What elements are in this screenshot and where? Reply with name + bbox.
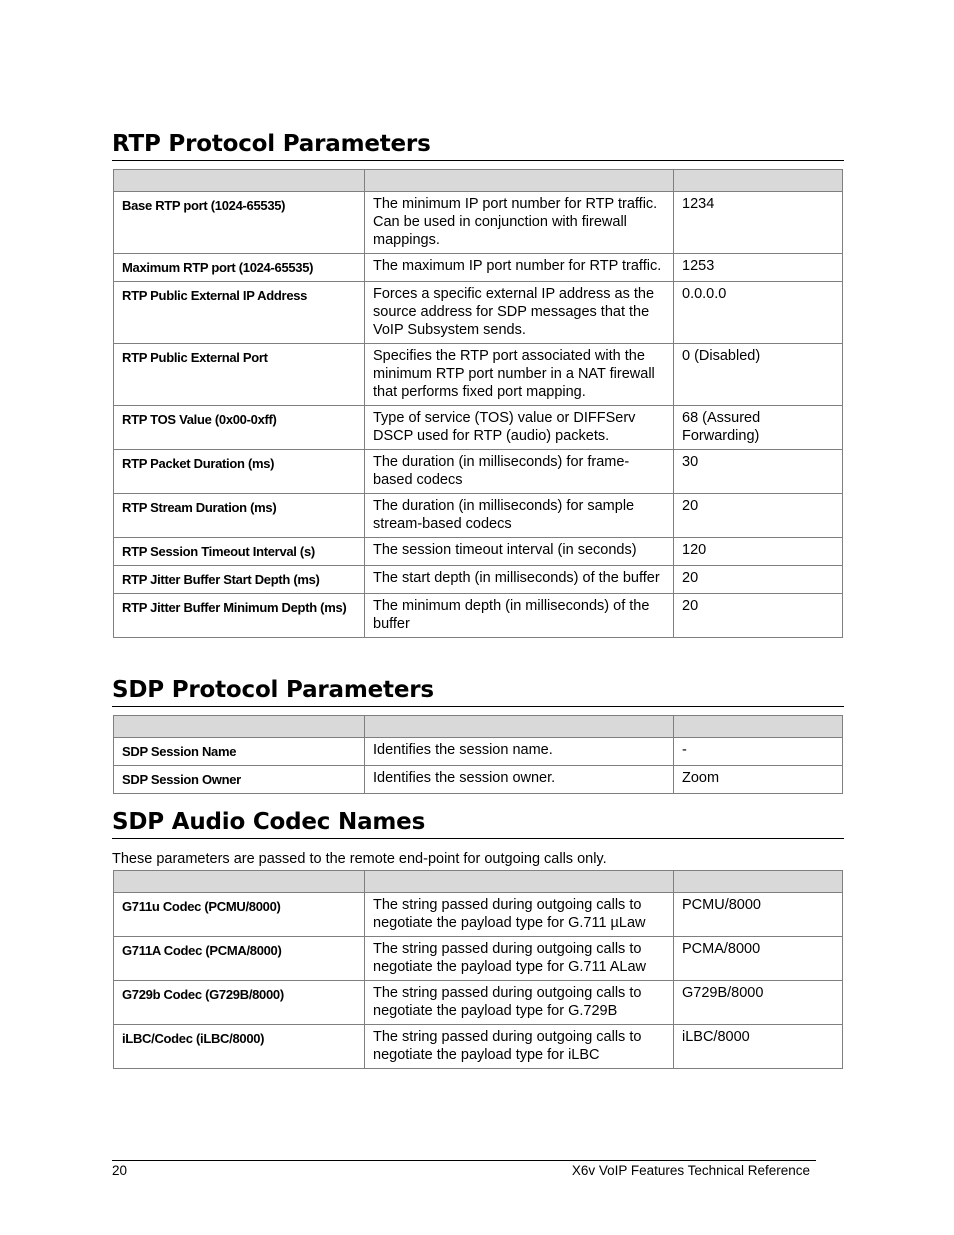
table-row bbox=[114, 594, 843, 638]
parameter-description: The duration (in milliseconds) for sample stream-based codecs bbox=[365, 494, 674, 538]
parameter-description: The session timeout interval (in seconds) bbox=[365, 538, 674, 566]
parameter-default: PCMA/8000 bbox=[674, 937, 843, 981]
parameter-default: 0.0.0.0 bbox=[674, 282, 843, 344]
parameter-name: RTP Packet Duration (ms) bbox=[114, 450, 365, 494]
parameter-default: 120 bbox=[674, 538, 843, 566]
parameter-default: G729B/8000 bbox=[674, 981, 843, 1025]
parameter-description: The maximum IP port number for RTP traffic. bbox=[365, 254, 674, 282]
parameter-name: G711A Codec (PCMA/8000) bbox=[114, 937, 365, 981]
parameter-name: RTP Stream Duration (ms) bbox=[114, 494, 365, 538]
table-row bbox=[114, 1025, 843, 1069]
parameter-name: RTP Public External IP Address bbox=[114, 282, 365, 344]
table-row bbox=[114, 192, 843, 254]
table-header-row bbox=[114, 871, 843, 893]
parameter-name: Base RTP port (1024-65535) bbox=[114, 192, 365, 254]
parameter-name: RTP TOS Value (0x00-0xff) bbox=[114, 406, 365, 450]
parameter-default: 1253 bbox=[674, 254, 843, 282]
parameter-description: The duration (in milliseconds) for frame-based codecs bbox=[365, 450, 674, 494]
parameter-description: Forces a specific external IP address as the source address for SDP messages that the VoIP Subsystem sends. bbox=[365, 282, 674, 344]
parameter-default: 30 bbox=[674, 450, 843, 494]
parameter-description: The start depth (in milliseconds) of the buffer bbox=[365, 566, 674, 594]
table-header-row bbox=[114, 716, 843, 738]
table-row bbox=[114, 981, 843, 1025]
page-number: 20 bbox=[112, 1163, 128, 1178]
parameter-name: Maximum RTP port (1024-65535) bbox=[114, 254, 365, 282]
parameter-description: The minimum depth (in milliseconds) of the buffer bbox=[365, 594, 674, 638]
parameter-name: G729b Codec (G729B/8000) bbox=[114, 981, 365, 1025]
parameter-name: SDP Session Name bbox=[114, 738, 365, 766]
parameter-description: Type of service (TOS) value or DIFFServ DSCP used for RTP (audio) packets. bbox=[365, 406, 674, 450]
table-row bbox=[114, 494, 843, 538]
table-row bbox=[114, 282, 843, 344]
parameter-default: Zoom bbox=[674, 766, 843, 794]
table-row bbox=[114, 738, 843, 766]
parameter-name: RTP Public External Port bbox=[114, 344, 365, 406]
table-row bbox=[114, 344, 843, 406]
parameter-default: PCMU/8000 bbox=[674, 893, 843, 937]
footer-divider bbox=[112, 1160, 816, 1161]
parameter-default: 20 bbox=[674, 594, 843, 638]
parameter-name: G711u Codec (PCMU/8000) bbox=[114, 893, 365, 937]
parameter-description: Specifies the RTP port associated with the minimum RTP port number in a NAT firewall that performs fixed port mapping. bbox=[365, 344, 674, 406]
table-row bbox=[114, 406, 843, 450]
parameter-default: 0 (Disabled) bbox=[674, 344, 843, 406]
parameter-description: The minimum IP port number for RTP traffic. Can be used in conjunction with firewall mappings. bbox=[365, 192, 674, 254]
table-row bbox=[114, 937, 843, 981]
section-heading-codecs: SDP Audio Codec Names bbox=[112, 808, 844, 839]
table-row bbox=[114, 450, 843, 494]
parameter-description: The string passed during outgoing calls to negotiate the payload type for iLBC bbox=[365, 1025, 674, 1069]
rtp-parameters-table bbox=[113, 169, 843, 638]
table-row bbox=[114, 893, 843, 937]
sdp-parameters-table bbox=[113, 715, 843, 794]
parameter-name: SDP Session Owner bbox=[114, 766, 365, 794]
parameter-description: Identifies the session name. bbox=[365, 738, 674, 766]
table-row bbox=[114, 254, 843, 282]
parameter-default: 68 (Assured Forwarding) bbox=[674, 406, 843, 450]
parameter-name: RTP Jitter Buffer Minimum Depth (ms) bbox=[114, 594, 365, 638]
parameter-name: RTP Jitter Buffer Start Depth (ms) bbox=[114, 566, 365, 594]
section-heading-rtp: RTP Protocol Parameters bbox=[112, 130, 844, 161]
parameter-description: The string passed during outgoing calls to negotiate the payload type for G.729B bbox=[365, 981, 674, 1025]
parameter-description: The string passed during outgoing calls to negotiate the payload type for G.711 ALaw bbox=[365, 937, 674, 981]
section-intro: These parameters are passed to the remote end-point for outgoing calls only. bbox=[112, 851, 607, 867]
parameter-default: 20 bbox=[674, 566, 843, 594]
parameter-default: - bbox=[674, 738, 843, 766]
parameter-default: iLBC/8000 bbox=[674, 1025, 843, 1069]
document-title: X6v VoIP Features Technical Reference bbox=[571, 1163, 810, 1178]
section-heading-sdp: SDP Protocol Parameters bbox=[112, 676, 844, 707]
parameter-name: RTP Session Timeout Interval (s) bbox=[114, 538, 365, 566]
parameter-description: The string passed during outgoing calls to negotiate the payload type for G.711 µLaw bbox=[365, 893, 674, 937]
table-row bbox=[114, 766, 843, 794]
codec-names-table bbox=[113, 870, 843, 1069]
parameter-default: 1234 bbox=[674, 192, 843, 254]
table-row bbox=[114, 566, 843, 594]
table-header-row bbox=[114, 170, 843, 192]
table-row bbox=[114, 538, 843, 566]
parameter-description: Identifies the session owner. bbox=[365, 766, 674, 794]
parameter-default: 20 bbox=[674, 494, 843, 538]
parameter-name: iLBC/Codec (iLBC/8000) bbox=[114, 1025, 365, 1069]
